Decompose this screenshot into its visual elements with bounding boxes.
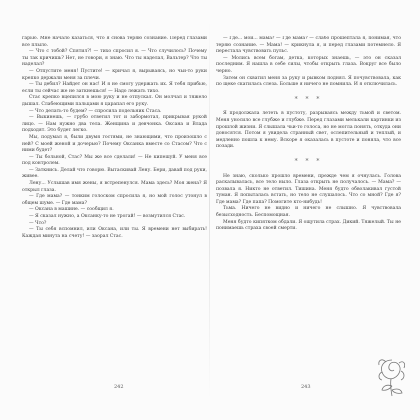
paragraph: — Что? — [29, 220, 47, 226]
paragraph: — Ты дебил? Найдет он нас! И я не смогу удержать их. Я тебя прибью, если ты сейчас же не заткнешься! — Надо лежать тихо. — [22, 82, 207, 94]
page-number-right: 243 — [301, 384, 311, 390]
section-divider: * * * — [294, 95, 323, 103]
right-section-1 — [216, 36, 401, 89]
right-section-3 — [216, 174, 401, 233]
paragraph: — Где мама? — тонким голоском спросила я, но мой голос утонул в общем шуме. — Где мама? — [22, 194, 207, 206]
paragraph: — Что с тобой? Спятил?! — тихо спросил я. — Что случилось? Почему ты так кричишь? Нет, не говори, я знаю. Что ты наделал, Вальтер? Что ты наделал? — [22, 49, 207, 68]
paragraph: — Молись всем богам, детка, которых знаешь, — это он сказал последним. Я нашла в себе силы, чтобы открыть глаза. Вокруг все было черно. — [216, 55, 401, 74]
paragraph: — Где... мои... мама? — Где мама? — слабо прошептала я, понимая, что теряю сознание. — Мама! — крикнула я, и перед глазами потемнело. Я перестала чувствовать пульс. — [216, 36, 401, 55]
paragraph: Лену... Услышав имя жены, я встрепенулся. Мама здесь? Моя жена? Я открыл глаза. — [22, 181, 207, 193]
paragraph: — Отпустите меня! Пустите! — кричал я, вырываясь, но чьи-то руки крепко держали меня за плечи. — [22, 68, 207, 81]
rose-ornament-icon — [372, 352, 412, 398]
paragraph: — Оксана в машине. — сообщил я. — [29, 207, 114, 213]
paragraph: Меня будто кипятком обдали. Я ощутила страх. Дикий. Тяжелый. Ты не понимаешь страха своей смерти. — [216, 219, 401, 232]
paragraph: Мы, подумал я, были двумя гостями, не знающими, что произошло с ней? С моей женой и дочерью? Почему Оксанка вместе со Стасом? Что с ними будет? — [22, 134, 207, 154]
left-page — [22, 36, 207, 396]
paragraph: — Выкинешь, — грубо ответил тот и забормотал, прикрывая рукой лицо. — Нам нужно два тела. Женщина и девчонка. Оксана и Влада подходят. Это будет легко. — [22, 115, 207, 134]
paragraph: Тьма. Ничего не видно и ничего не слышно. Я чувствовала безысходность. Беспомощная. — [216, 206, 401, 219]
paragraph: — Я сказал нужно, а Оксанку-то не трогай! — возмутился Стас. — [29, 214, 186, 220]
paragraph: — Ты больной, Стас? Мы же все сделали! — Не кипешуй. У меня все под контролем. — [22, 154, 207, 167]
paragraph: — Ты себя вспомнил, или Оксана, или ты. Я времени нет выбирать! Каждая минута на счету! — заорал Стас. — [22, 227, 207, 239]
right-page — [216, 36, 401, 396]
paragraph: — Что делать-то будем? — спросила подельник Стаса. — [29, 108, 162, 114]
paragraph: Не знаю, сколько прошло времени, прежде чем я очнулась. Голова раскалывалась, все тело ныло. Глаза открыть не получалось. — Мама? — позвала я. Никто не ответил. Тишина. Меня будто обволакивал густой туман. Я попыталась встать, но тело не слушалось. Что со мной? Где я? Где мама? Где папа? Помогите кто-нибудь! — [216, 173, 401, 205]
paragraph: гарью. Мне начало казаться, что я снова теряю сознание. Перед глазами все плыло. — [22, 36, 207, 48]
paragraph: Затем он схватил меня за руку и рывком поднял. Я почувствовала, как по щеке скатилась слеза. Больше я ничего не помнила. И я отключилась. — [216, 75, 401, 88]
paragraph: Стас крепко вцепился в мою руку и не отпускал. Он молчал и тяжело дышал. Слабеющими пальцами я царапал его руку. — [22, 95, 207, 107]
paragraph: Я продолжала лететь в пустоту, разрываясь между тьмой и светом. Меня уносило все глубже и глубже. Перед глазами мелькали картинки из прошлой жизни. Я слышала чьи-то голоса, но не могла понять, откуда они доносятся. Потом я увидела странный свет, ослепительный и теплый, и медленно пошла к нему. Вскоре я оказалась в пустоте и поняла, что все позади. — [216, 111, 401, 150]
section-divider: * * * — [294, 157, 323, 165]
page-number-left: 242 — [114, 384, 124, 390]
paragraph: — Заткнись. Делай что говорю. Вытаскивай Лену. Бери, давай под руки, живее. — [22, 167, 207, 180]
right-section-2 — [216, 111, 401, 151]
book-gutter — [209, 20, 210, 400]
